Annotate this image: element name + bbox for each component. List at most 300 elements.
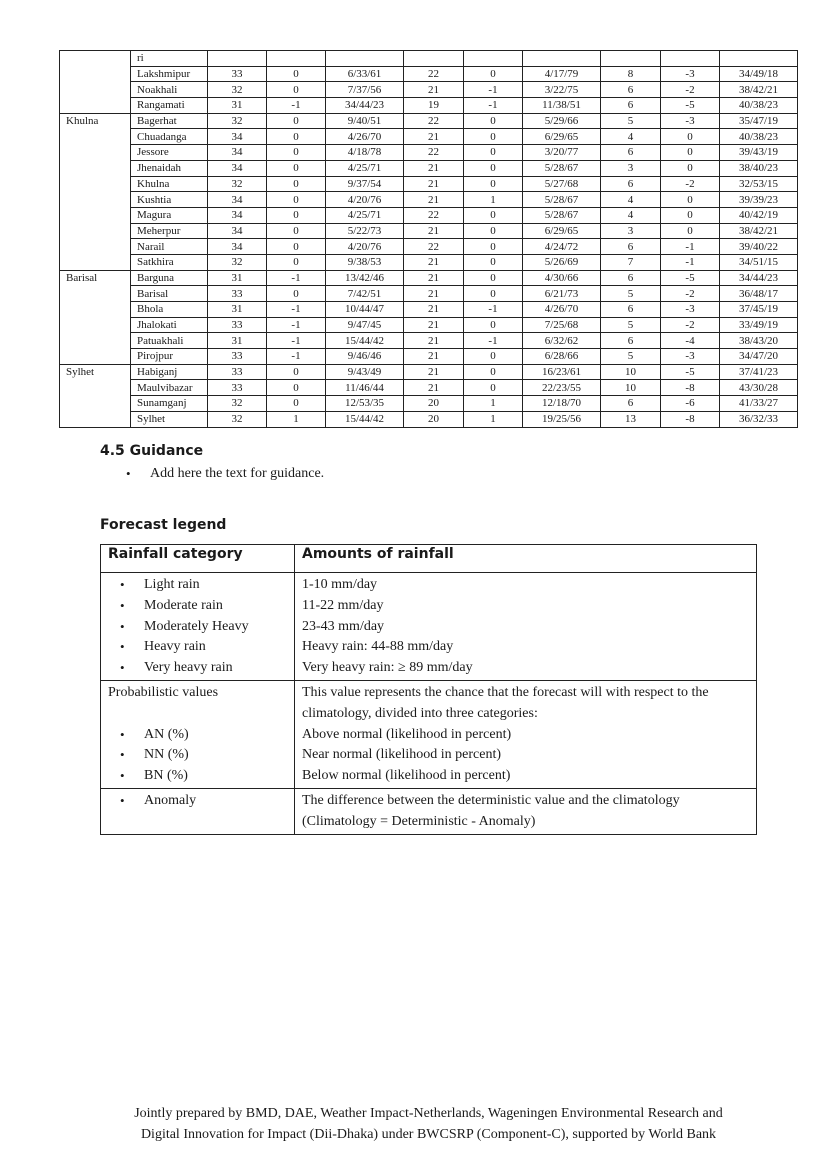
value-cell: 1 [464, 396, 523, 412]
value-cell: 6 [601, 270, 661, 286]
value-cell: 36/32/33 [720, 411, 798, 427]
value-cell: 3 [601, 223, 661, 239]
value-cell: -2 [661, 82, 720, 98]
value-cell: 31 [208, 333, 267, 349]
table-row [60, 98, 798, 114]
division-cell: Barisal [60, 270, 131, 364]
table-row [60, 160, 798, 176]
value-cell: 0 [661, 192, 720, 208]
table-row [60, 317, 798, 333]
value-cell: 0 [464, 380, 523, 396]
district-cell: Barguna [131, 270, 208, 286]
value-cell: 22 [404, 239, 464, 255]
value-cell: 0 [267, 82, 326, 98]
table-row [60, 207, 798, 223]
district-cell: Chuadanga [131, 129, 208, 145]
value-cell: 13/42/46 [326, 270, 404, 286]
value-cell: 21 [404, 192, 464, 208]
value-cell: 0 [267, 207, 326, 223]
value-cell: 0 [661, 129, 720, 145]
table-row [60, 411, 798, 427]
table-row [60, 349, 798, 365]
value-cell: 31 [208, 98, 267, 114]
rainfall-category-header: Rainfall category [101, 545, 295, 573]
legend-row-anomaly [101, 788, 757, 834]
value-cell [523, 51, 601, 67]
table-body [60, 51, 798, 428]
value-cell: 21 [404, 364, 464, 380]
district-cell: Noakhali [131, 82, 208, 98]
value-cell: -5 [661, 364, 720, 380]
table-row [60, 270, 798, 286]
meaning-near-normal: Near normal (likelihood in percent) [302, 747, 502, 763]
district-cell: Meherpur [131, 223, 208, 239]
value-cell: 1 [464, 411, 523, 427]
value-cell: 5 [601, 286, 661, 302]
value-cell: 21 [404, 333, 464, 349]
division-cell: Sylhet [60, 364, 131, 427]
value-cell: 34 [208, 192, 267, 208]
anomaly-list [108, 791, 287, 812]
district-cell: Jhenaidah [131, 160, 208, 176]
table-row [60, 286, 798, 302]
district-cell: Pirojpur [131, 349, 208, 365]
table-row [60, 302, 798, 318]
value-cell [404, 51, 464, 67]
value-cell: 5 [601, 349, 661, 365]
district-cell: ri [131, 51, 208, 67]
value-cell: 5/28/67 [523, 160, 601, 176]
value-cell: -5 [661, 98, 720, 114]
value-cell: 33 [208, 380, 267, 396]
value-cell [601, 51, 661, 67]
value-cell: 21 [404, 317, 464, 333]
legend-row-rainfall [101, 573, 757, 681]
value-cell: 0 [267, 145, 326, 161]
value-cell: 11/46/44 [326, 380, 404, 396]
legend-heading: Forecast legend [100, 517, 227, 533]
value-cell: -1 [464, 302, 523, 318]
value-cell: -1 [267, 317, 326, 333]
value-cell: 4/26/70 [523, 302, 601, 318]
value-cell: 19/25/56 [523, 411, 601, 427]
table-row [60, 380, 798, 396]
value-cell: -5 [661, 270, 720, 286]
value-cell: 40/42/19 [720, 207, 798, 223]
value-cell: 32 [208, 254, 267, 270]
value-cell: 4/25/71 [326, 160, 404, 176]
value-cell: 0 [267, 176, 326, 192]
value-cell: 6 [601, 396, 661, 412]
value-cell [208, 51, 267, 67]
probabilistic-description: This value represents the chance that the forecast will with respect to the climatology, divided into three categories: [302, 684, 709, 721]
table-row [60, 223, 798, 239]
value-cell: 10/44/47 [326, 302, 404, 318]
value-cell [661, 51, 720, 67]
value-cell: 0 [267, 364, 326, 380]
value-cell: 34/49/18 [720, 66, 798, 82]
district-cell: Habiganj [131, 364, 208, 380]
value-cell: -1 [464, 82, 523, 98]
district-cell: Lakshmipur [131, 66, 208, 82]
value-cell: 5/26/69 [523, 254, 601, 270]
value-cell: 6 [601, 302, 661, 318]
value-cell: 34/44/23 [720, 270, 798, 286]
value-cell: 41/33/27 [720, 396, 798, 412]
value-cell: 34/47/20 [720, 349, 798, 365]
table-row [60, 51, 798, 67]
table-row [60, 333, 798, 349]
value-cell: 5/28/67 [523, 192, 601, 208]
value-cell: 32 [208, 82, 267, 98]
table-row [60, 254, 798, 270]
value-cell: 0 [267, 254, 326, 270]
value-cell: 7/37/56 [326, 82, 404, 98]
value-cell: 6/28/66 [523, 349, 601, 365]
value-cell: 38/42/21 [720, 223, 798, 239]
amount-heavy-rain: Heavy rain: 44-88 mm/day [302, 639, 454, 655]
value-cell: 7/25/68 [523, 317, 601, 333]
value-cell: 0 [661, 160, 720, 176]
value-cell: 37/41/23 [720, 364, 798, 380]
forecast-legend-table [100, 544, 757, 835]
district-cell: Rangamati [131, 98, 208, 114]
value-cell: -1 [267, 98, 326, 114]
value-cell: -8 [661, 380, 720, 396]
legend-header-row [101, 545, 757, 573]
value-cell: 5 [601, 113, 661, 129]
value-cell: -1 [661, 239, 720, 255]
value-cell: 0 [464, 176, 523, 192]
value-cell: 39/40/22 [720, 239, 798, 255]
value-cell: -1 [267, 333, 326, 349]
value-cell: 5/28/67 [523, 207, 601, 223]
rainfall-category-cell [101, 573, 295, 681]
value-cell: 32 [208, 411, 267, 427]
amount-moderately-heavy: 23-43 mm/day [302, 618, 385, 634]
value-cell: 6 [601, 239, 661, 255]
value-cell: 9/47/45 [326, 317, 404, 333]
value-cell: 7/42/51 [326, 286, 404, 302]
value-cell: 21 [404, 254, 464, 270]
rainfall-amount-cell [295, 573, 757, 681]
value-cell: 6 [601, 98, 661, 114]
value-cell: -1 [267, 302, 326, 318]
value-cell: 33 [208, 317, 267, 333]
value-cell: 0 [464, 66, 523, 82]
district-cell: Jessore [131, 145, 208, 161]
value-cell: 32 [208, 176, 267, 192]
value-cell: 12/18/70 [523, 396, 601, 412]
value-cell: 6/29/65 [523, 223, 601, 239]
value-cell: 34 [208, 239, 267, 255]
value-cell: 4 [601, 207, 661, 223]
value-cell: -4 [661, 333, 720, 349]
district-cell: Narail [131, 239, 208, 255]
value-cell: 0 [464, 349, 523, 365]
value-cell: 34/51/15 [720, 254, 798, 270]
value-cell: 0 [464, 364, 523, 380]
value-cell: 20 [404, 411, 464, 427]
value-cell: 32 [208, 396, 267, 412]
value-cell: 0 [464, 223, 523, 239]
value-cell: 43/30/28 [720, 380, 798, 396]
legend-row-probabilistic [101, 680, 757, 788]
item-bn: • BN (%) [144, 766, 287, 787]
table-row [60, 113, 798, 129]
value-cell: -2 [661, 176, 720, 192]
value-cell: 9/46/46 [326, 349, 404, 365]
value-cell: 5 [601, 317, 661, 333]
district-cell: Patuakhali [131, 333, 208, 349]
value-cell: 22 [404, 207, 464, 223]
value-cell: 33 [208, 364, 267, 380]
value-cell: 38/40/23 [720, 160, 798, 176]
value-cell: 9/40/51 [326, 113, 404, 129]
value-cell: 5/29/66 [523, 113, 601, 129]
value-cell: 9/38/53 [326, 254, 404, 270]
value-cell: 5/27/68 [523, 176, 601, 192]
value-cell [267, 51, 326, 67]
district-cell: Jhalokati [131, 317, 208, 333]
value-cell: 20 [404, 396, 464, 412]
value-cell: -8 [661, 411, 720, 427]
value-cell [326, 51, 404, 67]
value-cell: 6/32/62 [523, 333, 601, 349]
value-cell: 22 [404, 113, 464, 129]
value-cell: -1 [464, 98, 523, 114]
value-cell: 34 [208, 207, 267, 223]
value-cell: 21 [404, 302, 464, 318]
value-cell: 11/38/51 [523, 98, 601, 114]
value-cell: 9/43/49 [326, 364, 404, 380]
value-cell: 22 [404, 145, 464, 161]
value-cell: 4 [601, 129, 661, 145]
category-very-heavy-rain: • Very heavy rain [144, 658, 287, 679]
value-cell [720, 51, 798, 67]
anomaly-description-line2: (Climatology = Deterministic - Anomaly) [302, 813, 536, 829]
value-cell: 16/23/61 [523, 364, 601, 380]
value-cell: 8 [601, 66, 661, 82]
value-cell: 3/22/75 [523, 82, 601, 98]
value-cell: 0 [464, 270, 523, 286]
value-cell: 6/21/73 [523, 286, 601, 302]
probabilistic-label: Probabilistic values [108, 684, 219, 700]
value-cell: 0 [267, 223, 326, 239]
district-cell: Satkhira [131, 254, 208, 270]
value-cell: 38/43/20 [720, 333, 798, 349]
value-cell: 0 [464, 239, 523, 255]
value-cell: -1 [267, 349, 326, 365]
guidance-heading: 4.5 Guidance [100, 443, 204, 459]
value-cell: 33 [208, 286, 267, 302]
category-moderate-rain: • Moderate rain [144, 596, 287, 617]
anomaly-description-cell [295, 788, 757, 834]
table-row [60, 192, 798, 208]
probabilistic-list [108, 725, 287, 787]
value-cell: 35/47/19 [720, 113, 798, 129]
value-cell [464, 51, 523, 67]
district-cell: Kushtia [131, 192, 208, 208]
value-cell: 37/45/19 [720, 302, 798, 318]
value-cell: 22/23/55 [523, 380, 601, 396]
value-cell: 21 [404, 223, 464, 239]
amount-very-heavy-rain: Very heavy rain: ≥ 89 mm/day [302, 660, 473, 676]
value-cell: 40/38/23 [720, 98, 798, 114]
district-cell: Magura [131, 207, 208, 223]
value-cell: 0 [464, 129, 523, 145]
value-cell: 34 [208, 223, 267, 239]
table-row [60, 129, 798, 145]
value-cell: 12/53/35 [326, 396, 404, 412]
anomaly-label-cell [101, 788, 295, 834]
category-heavy-rain: • Heavy rain [144, 637, 287, 658]
amount-light-rain: 1-10 mm/day [302, 577, 378, 592]
value-cell: 0 [464, 207, 523, 223]
value-cell: 21 [404, 160, 464, 176]
guidance-item: • Add here the text for guidance. [150, 464, 324, 484]
value-cell: 34 [208, 129, 267, 145]
district-cell: Sunamganj [131, 396, 208, 412]
meaning-below-normal: Below normal (likelihood in percent) [302, 768, 511, 784]
value-cell: 9/37/54 [326, 176, 404, 192]
amounts-header: Amounts of rainfall [295, 545, 757, 573]
value-cell: 10 [601, 380, 661, 396]
value-cell: 0 [464, 145, 523, 161]
value-cell: 21 [404, 176, 464, 192]
value-cell: 40/38/23 [720, 129, 798, 145]
value-cell: 15/44/42 [326, 333, 404, 349]
value-cell: 6 [601, 82, 661, 98]
value-cell: 19 [404, 98, 464, 114]
value-cell: 0 [267, 286, 326, 302]
item-an: • AN (%) [144, 725, 287, 746]
value-cell: 36/48/17 [720, 286, 798, 302]
value-cell: 34 [208, 145, 267, 161]
probabilistic-label-cell [101, 680, 295, 788]
district-cell: Barisal [131, 286, 208, 302]
value-cell: 0 [267, 380, 326, 396]
value-cell: 34/44/23 [326, 98, 404, 114]
table-row [60, 66, 798, 82]
value-cell: -1 [267, 270, 326, 286]
value-cell: 0 [267, 113, 326, 129]
value-cell: -6 [661, 396, 720, 412]
table-row [60, 364, 798, 380]
value-cell: 0 [267, 239, 326, 255]
value-cell: -3 [661, 66, 720, 82]
value-cell: 0 [267, 396, 326, 412]
value-cell: 0 [661, 207, 720, 223]
amount-moderate-rain: 11-22 mm/day [302, 597, 384, 613]
table-row [60, 396, 798, 412]
value-cell: 6/33/61 [326, 66, 404, 82]
value-cell: 33/49/19 [720, 317, 798, 333]
value-cell: 6 [601, 176, 661, 192]
value-cell: 15/44/42 [326, 411, 404, 427]
value-cell: 4 [601, 192, 661, 208]
footer-line-2: Digital Innovation for Impact (Dii-Dhaka) under BWCSRP (Component-C), supported by World Bank [140, 1127, 717, 1142]
category-light-rain: • Light rain [144, 575, 287, 596]
value-cell: 6 [601, 145, 661, 161]
value-cell: 5/22/73 [326, 223, 404, 239]
value-cell: 21 [404, 82, 464, 98]
district-cell: Bhola [131, 302, 208, 318]
value-cell: 1 [267, 411, 326, 427]
value-cell: 6/29/65 [523, 129, 601, 145]
value-cell: 4/26/70 [326, 129, 404, 145]
table-row [60, 239, 798, 255]
value-cell: 39/43/19 [720, 145, 798, 161]
value-cell: -3 [661, 302, 720, 318]
value-cell: -1 [464, 333, 523, 349]
value-cell: 0 [267, 129, 326, 145]
district-forecast-table [59, 50, 798, 428]
value-cell: 1 [464, 192, 523, 208]
value-cell: 32 [208, 113, 267, 129]
rainfall-category-list [108, 575, 287, 679]
value-cell: 21 [404, 380, 464, 396]
value-cell: 13 [601, 411, 661, 427]
value-cell: 0 [661, 145, 720, 161]
anomaly-description-line1: The difference between the deterministic value and the climatology [302, 792, 680, 808]
value-cell: -2 [661, 317, 720, 333]
value-cell: 39/39/23 [720, 192, 798, 208]
table-row [60, 176, 798, 192]
district-cell: Khulna [131, 176, 208, 192]
value-cell: 21 [404, 129, 464, 145]
value-cell: -3 [661, 113, 720, 129]
value-cell: 0 [464, 113, 523, 129]
value-cell: 0 [267, 160, 326, 176]
value-cell: 0 [464, 160, 523, 176]
value-cell: 22 [404, 66, 464, 82]
value-cell: 32/53/15 [720, 176, 798, 192]
value-cell: 21 [404, 286, 464, 302]
value-cell: 4/24/72 [523, 239, 601, 255]
value-cell: -1 [661, 254, 720, 270]
value-cell: -3 [661, 349, 720, 365]
value-cell: 7 [601, 254, 661, 270]
value-cell: 0 [464, 286, 523, 302]
value-cell: 10 [601, 364, 661, 380]
value-cell: 4/17/79 [523, 66, 601, 82]
value-cell: 4/18/78 [326, 145, 404, 161]
value-cell: 4/25/71 [326, 207, 404, 223]
district-cell: Bagerhat [131, 113, 208, 129]
value-cell: 0 [661, 223, 720, 239]
value-cell: 31 [208, 302, 267, 318]
value-cell: -2 [661, 286, 720, 302]
value-cell: 4/20/76 [326, 239, 404, 255]
value-cell: 33 [208, 349, 267, 365]
division-cell: Khulna [60, 113, 131, 270]
probabilistic-description-cell [295, 680, 757, 788]
table-row [60, 145, 798, 161]
guidance-list [100, 464, 324, 484]
value-cell: 21 [404, 349, 464, 365]
footer-line-1: Jointly prepared by BMD, DAE, Weather Impact-Netherlands, Wageningen Environmental Research and [134, 1106, 723, 1121]
item-anomaly: • Anomaly [144, 791, 287, 812]
value-cell: 4/20/76 [326, 192, 404, 208]
value-cell: 33 [208, 66, 267, 82]
value-cell: 3 [601, 160, 661, 176]
table-row [60, 82, 798, 98]
value-cell: 0 [464, 254, 523, 270]
category-moderately-heavy: • Moderately Heavy [144, 617, 287, 638]
division-cell [60, 51, 131, 114]
value-cell: 6 [601, 333, 661, 349]
